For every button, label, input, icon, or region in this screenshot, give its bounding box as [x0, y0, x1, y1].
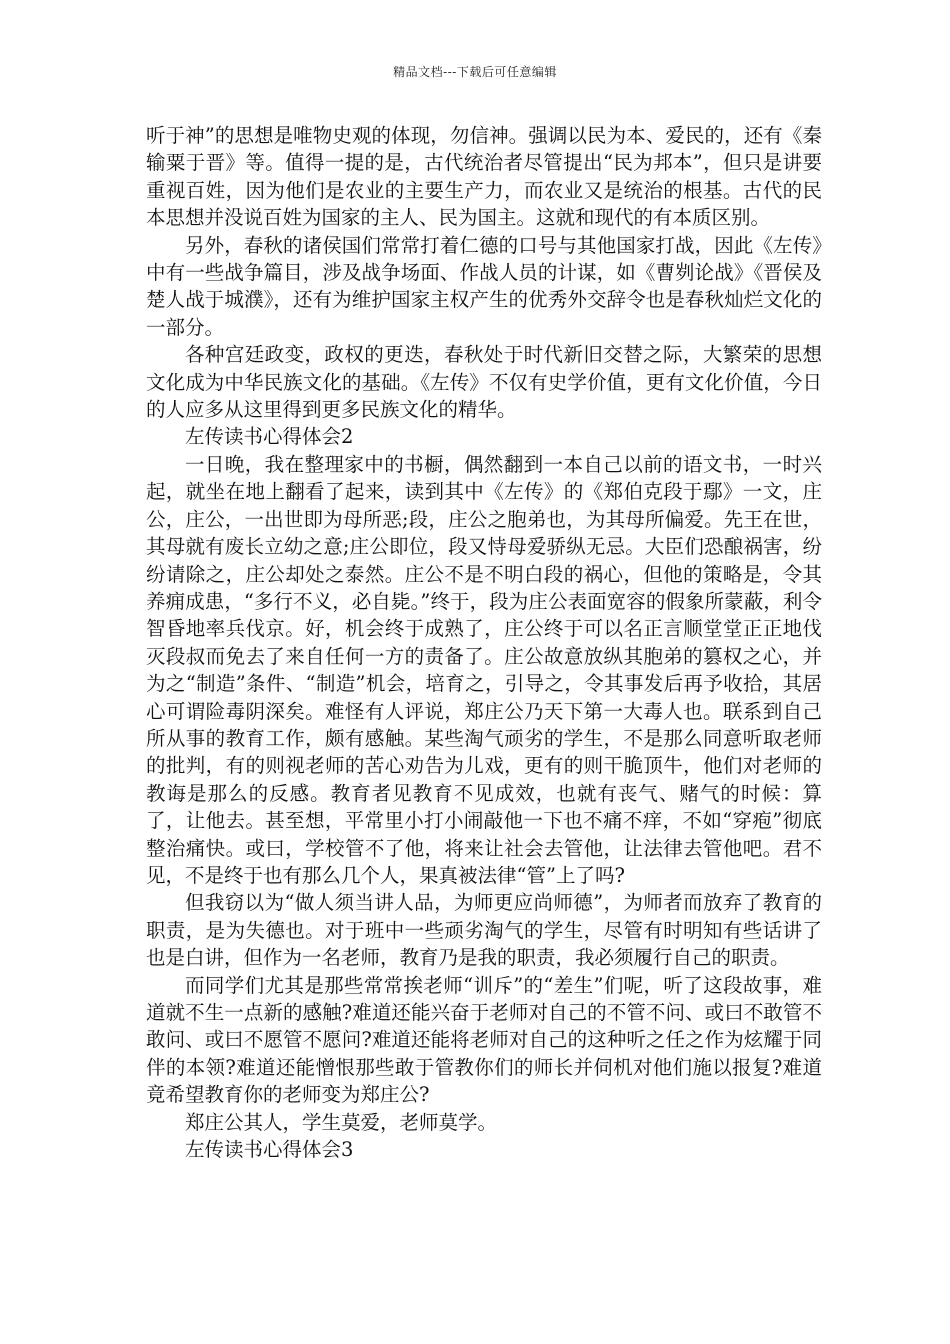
paragraph: 另外，春秋的诸侯国们常常打着仁德的口号与其他国家打战，因此《左传》中有一些战争篇目，涉及战争场面、作战人员的计谋，如《曹刿论战》《晋侯及楚人战于城濮》，还有为维护国家主权产生的优秀外交辞令也是春秋灿烂文化的一部分。: [146, 233, 822, 339]
paragraph: 一日晚，我在整理家中的书橱，偶然翻到一本自己以前的语文书，一时兴起，就坐在地上翻看了起来，读到其中《左传》的《郑伯克段于鄢》一文，庄公，庄公，一出世即为母所恶;段，庄公之胞弟也，为其母所偏爱。先王在世，其母就有废长立幼之意;庄公即位，段又恃母爱骄纵无忌。大臣们恐酿祸害，纷纷请除之，庄公却处之泰然。庄公不是不明白段的祸心，但他的策略是，令其养痈成患，“多行不义，必自毙。”终于，段为庄公表面宽容的假象所蒙蔽，利令智昏地率兵伐京。好，机会终于成熟了，庄公终于可以名正言顺堂堂正正地伐灭段叔而免去了来自任何一方的责备了。庄公故意放纵其胞弟的篡权之心，并为之“制造”条件、“制造”机会，培育之，引导之，令其事发后再予收拾，其居心可谓险毒阴深矣。难怪有人评说，郑庄公乃天下第一大毒人也。联系到自己所从事的教育工作，颇有感触。某些淘气顽劣的学生，不是那么同意听取老师的批判，有的则视老师的苦心劝告为儿戏，更有的则干脆顶牛，他们对老师的教诲是那么的反感。教育者见教育不见成效，也就有丧气、赌气的时候：算了，让他去。甚至想，平常里小打小闹敲他一下也不痛不痒，不如“穿疱”彻底整治痛快。或曰，学校管不了他，将来让社会去管他，让法律去管他吧。君不见，不是终于也有那么几个人，果真被法律“管”上了吗?: [146, 452, 822, 887]
paragraph: 听于神”的思想是唯物史观的体现，勿信神。强调以民为本、爱民的，还有《秦输粟于晋》等。值得一提的是，古代统治者尽管提出“民为邦本”，但只是讲要重视百姓，因为他们是农业的主要生产力，而农业又是统治的根基。古代的民本思想并没说百姓为国家的主人、民为国主。这就和现代的有本质区别。: [146, 124, 822, 230]
section-heading: 左传读书心得体会3: [185, 1138, 354, 1162]
paragraph: 而同学们尤其是那些常常挨老师“训斥”的“差生”们呢，听了这段故事，难道就不生一点新的感触?难道还能兴奋于老师对自己的不管不问、或曰不敢管不敢问、或曰不愿管不愿问?难道还能将老师对自己的这种听之任之作为炫耀于同伴的本领?难道还能憎恨那些敢于管教你们的师长并伺机对他们施以报复?难道竟希望教育你的老师变为郑庄公?: [146, 973, 822, 1107]
paragraph: 各种宫廷政变，政权的更迭，春秋处于时代新旧交替之际，大繁荣的思想文化成为中华民族文化的基础。《左传》不仅有史学价值，更有文化价值，今日的人应多从这里得到更多民族文化的精华。: [146, 343, 822, 422]
paragraph: 郑庄公其人，学生莫爱，老师莫学。: [185, 1110, 498, 1134]
document-body: [146, 122, 822, 1163]
page-header: 精品文档---下载后可任意编辑: [393, 65, 557, 79]
paragraph: 但我窃以为“做人须当讲人品，为师更应尚师德”，为师者而放弃了教育的职责，是为失德也。对于班中一些顽劣淘气的学生，尽管有时明知有些话讲了也是白讲，但作为一名老师，教育乃是我的职责，我必须履行自己的职责。: [146, 891, 822, 970]
section-heading: 左传读书心得体会2: [185, 425, 354, 449]
